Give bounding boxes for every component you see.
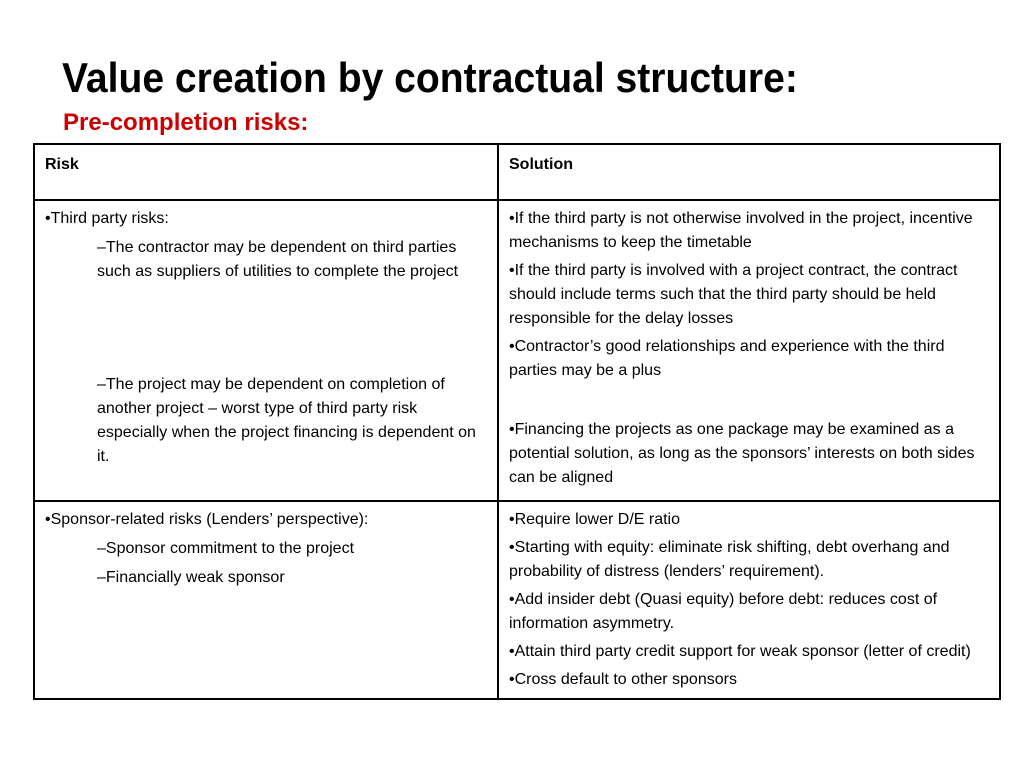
solution-item: •Cross default to other sponsors <box>509 671 737 688</box>
spacer <box>45 284 489 373</box>
solution-cell-sponsor <box>498 501 1000 699</box>
table-row-third-party <box>34 200 1000 501</box>
risk-sub-item: –Financially weak sponsor <box>97 569 285 586</box>
risk-sub-item: –The project may be dependent on completion of another project – worst type of third party risk especially when the project financing is dependent on it. <box>97 376 476 465</box>
header-solution: Solution <box>498 144 1000 200</box>
table-row-sponsor <box>34 501 1000 699</box>
header-risk: Risk <box>34 144 498 200</box>
solution-cell-third-party <box>498 200 1000 501</box>
risk-sub-item: –Sponsor commitment to the project <box>97 540 355 557</box>
solution-item: •Add insider debt (Quasi equity) before debt: reduces cost of information asymmetry. <box>509 591 938 632</box>
risk-solution-table <box>33 143 1001 700</box>
risk-bullet: •Third party risks: <box>45 210 169 227</box>
solution-item: •Attain third party credit support for weak sponsor (letter of credit) <box>509 643 971 660</box>
solution-item: •If the third party is not otherwise involved in the project, incentive mechanisms to keep the timetable <box>509 210 973 251</box>
risk-cell-sponsor <box>34 501 498 699</box>
solution-item: •Financing the projects as one package may be examined as a potential solution, as long as the sponsors’ interests on both sides can be aligned <box>509 421 975 486</box>
spacer <box>509 387 991 418</box>
slide-title: Value creation by contractual structure: <box>62 54 798 101</box>
solution-item: •If the third party is involved with a project contract, the contract should include terms such that the third party should be held responsible for the delay losses <box>509 262 958 327</box>
solution-item: •Contractor’s good relationships and experience with the third parties may be a plus <box>509 338 945 379</box>
solution-item: •Starting with equity: eliminate risk shifting, debt overhang and probability of distress (lenders’ requirement). <box>509 539 950 580</box>
slide-subtitle: Pre-completion risks: <box>63 109 309 136</box>
table-header-row <box>34 144 1000 200</box>
risk-bullet: •Sponsor-related risks (Lenders’ perspective): <box>45 511 369 528</box>
risk-cell-third-party <box>34 200 498 501</box>
solution-item: •Require lower D/E ratio <box>509 511 680 528</box>
risk-sub-item: –The contractor may be dependent on third parties such as suppliers of utilities to complete the project <box>97 239 459 280</box>
